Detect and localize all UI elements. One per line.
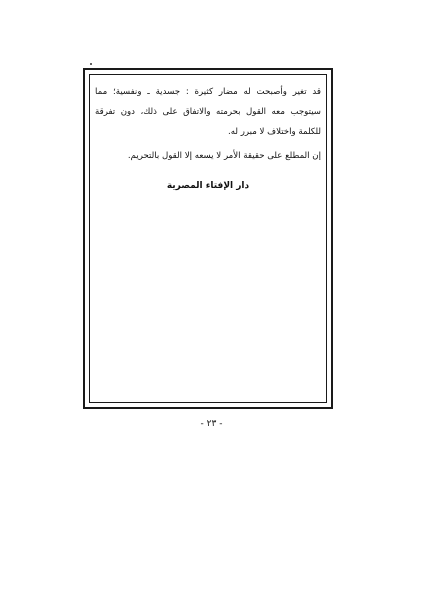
body-paragraph-1: قد تغير وأصبحت له مضار كثيرة : جسدية ـ ونفسية؛ مما سيتوجب معه القول بحرمته والاتفاق على ذلك، دون تفرقة للكلمة واختلاف لا مبرر له. <box>95 87 321 137</box>
stray-dot-mark <box>90 63 92 65</box>
body-paragraph-2: إن المطلع على حقيقة الأمر لا يسعه إلا القول بالتحريم. <box>127 151 321 161</box>
signature-heading: دار الإفتاء المصرية <box>166 181 250 191</box>
page-border-frame <box>83 68 333 409</box>
page-number: - ٢٣ - <box>200 419 223 429</box>
document-body <box>95 82 321 194</box>
